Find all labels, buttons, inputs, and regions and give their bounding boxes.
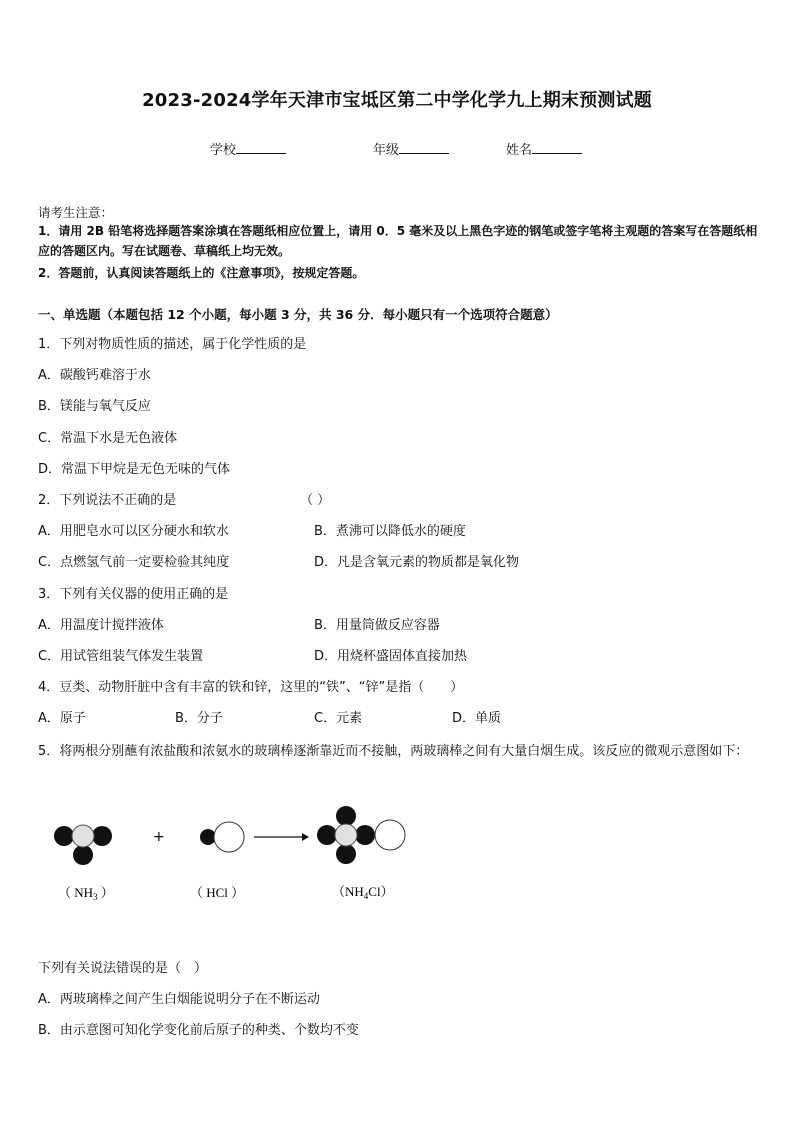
q2-option-a: A．用肥皂水可以区分硬水和软水 <box>38 524 229 539</box>
q5-stem: 5．将两根分别蘸有浓盐酸和浓氨水的玻璃棒逐渐靠近而不接触，两玻璃棒之间有大量白烟生成。该反应的微观示意图如下： <box>38 744 749 759</box>
nh4cl-molecule-icon <box>317 806 405 864</box>
q4-option-d: D．单质 <box>452 711 502 726</box>
school-label: 学校 <box>210 143 237 158</box>
q1-option-b: B．镁能与氧气反应 <box>38 399 151 414</box>
name-field <box>506 139 582 158</box>
school-blank[interactable] <box>236 141 286 154</box>
q1-option-c: C．常温下水是无色液体 <box>38 431 178 446</box>
q3-option-d: D．用烧杯盛固体直接加热 <box>314 649 468 664</box>
q5-question: 下列有关说法错误的是（ ） <box>38 961 208 976</box>
q1-option-d: D．常温下甲烷是无色无味的气体 <box>38 462 231 477</box>
section-heading: 一、单选题（本题包括 12 个小题，每小题 3 分，共 36 分．每小题只有一个选项符合题意） <box>38 307 558 322</box>
school-field <box>210 139 286 158</box>
notice-item-2: 2．答题前，认真阅读答题纸上的《注意事项》，按规定答题。 <box>38 266 365 280</box>
q4-option-b: B．分子 <box>175 711 223 726</box>
nh4cl-label: $(NH_4Cl)$ <box>332 884 394 901</box>
q3-option-c: C．用试管组装气体发生装置 <box>38 649 204 664</box>
hcl-label: （ HCl ） <box>190 885 245 900</box>
nh3-label: （ $NH_3$ ） <box>58 885 114 902</box>
grade-label: 年级 <box>373 143 400 158</box>
reaction-arrow-icon <box>254 833 309 841</box>
q3-option-a: A．用温度计搅拌液体 <box>38 618 164 633</box>
q1-option-a: A．碳酸钙难溶于水 <box>38 368 151 383</box>
page-title: 2023-2024学年天津市宝坻区第二中学化学九上期末预测试题 <box>142 90 652 111</box>
name-label: 姓名 <box>506 143 533 158</box>
notice-heading: 请考生注意： <box>38 205 114 220</box>
grade-field <box>373 139 449 158</box>
q2-stem: 2．下列说法不正确的是 <box>38 493 177 508</box>
q5-option-a: A．两玻璃棒之间产生白烟能说明分子在不断运动 <box>38 992 320 1007</box>
q2-option-c: C．点燃氢气前一定要检验其纯度 <box>38 555 230 570</box>
q4-option-c: C．元素 <box>314 711 363 726</box>
q3-stem: 3．下列有关仪器的使用正确的是 <box>38 587 229 602</box>
hcl-molecule-icon <box>200 822 244 852</box>
plus-sign: + <box>153 829 165 845</box>
q3-option-b: B．用量筒做反应容器 <box>314 618 440 633</box>
nh3-molecule-icon <box>54 825 112 865</box>
q2-option-d: D．凡是含氧元素的物质都是氧化物 <box>314 555 520 570</box>
q2-option-b: B．煮沸可以降低水的硬度 <box>314 524 466 539</box>
q5-option-b: B．由示意图可知化学变化前后原子的种类、个数均不变 <box>38 1023 359 1038</box>
notice-item-1: 1．请用 2B 铅笔将选择题答案涂填在答题纸相应位置上，请用 0．5 毫米及以上黑色字迹的钢笔或签字笔将主观题的答案写在答题纸相应的答题区内。写在试题卷、草稿纸上均无效。 <box>38 224 758 258</box>
q1-stem: 1．下列对物质性质的描述，属于化学性质的是 <box>38 337 307 352</box>
q2-answer-paren: （ ） <box>300 493 331 508</box>
grade-blank[interactable] <box>399 141 449 154</box>
q4-option-a: A．原子 <box>38 711 86 726</box>
reaction-diagram <box>40 800 440 910</box>
q4-stem: 4．豆类、动物肝脏中含有丰富的铁和锌，这里的“铁”、“锌”是指（ ） <box>38 680 464 695</box>
name-blank[interactable] <box>532 141 582 154</box>
